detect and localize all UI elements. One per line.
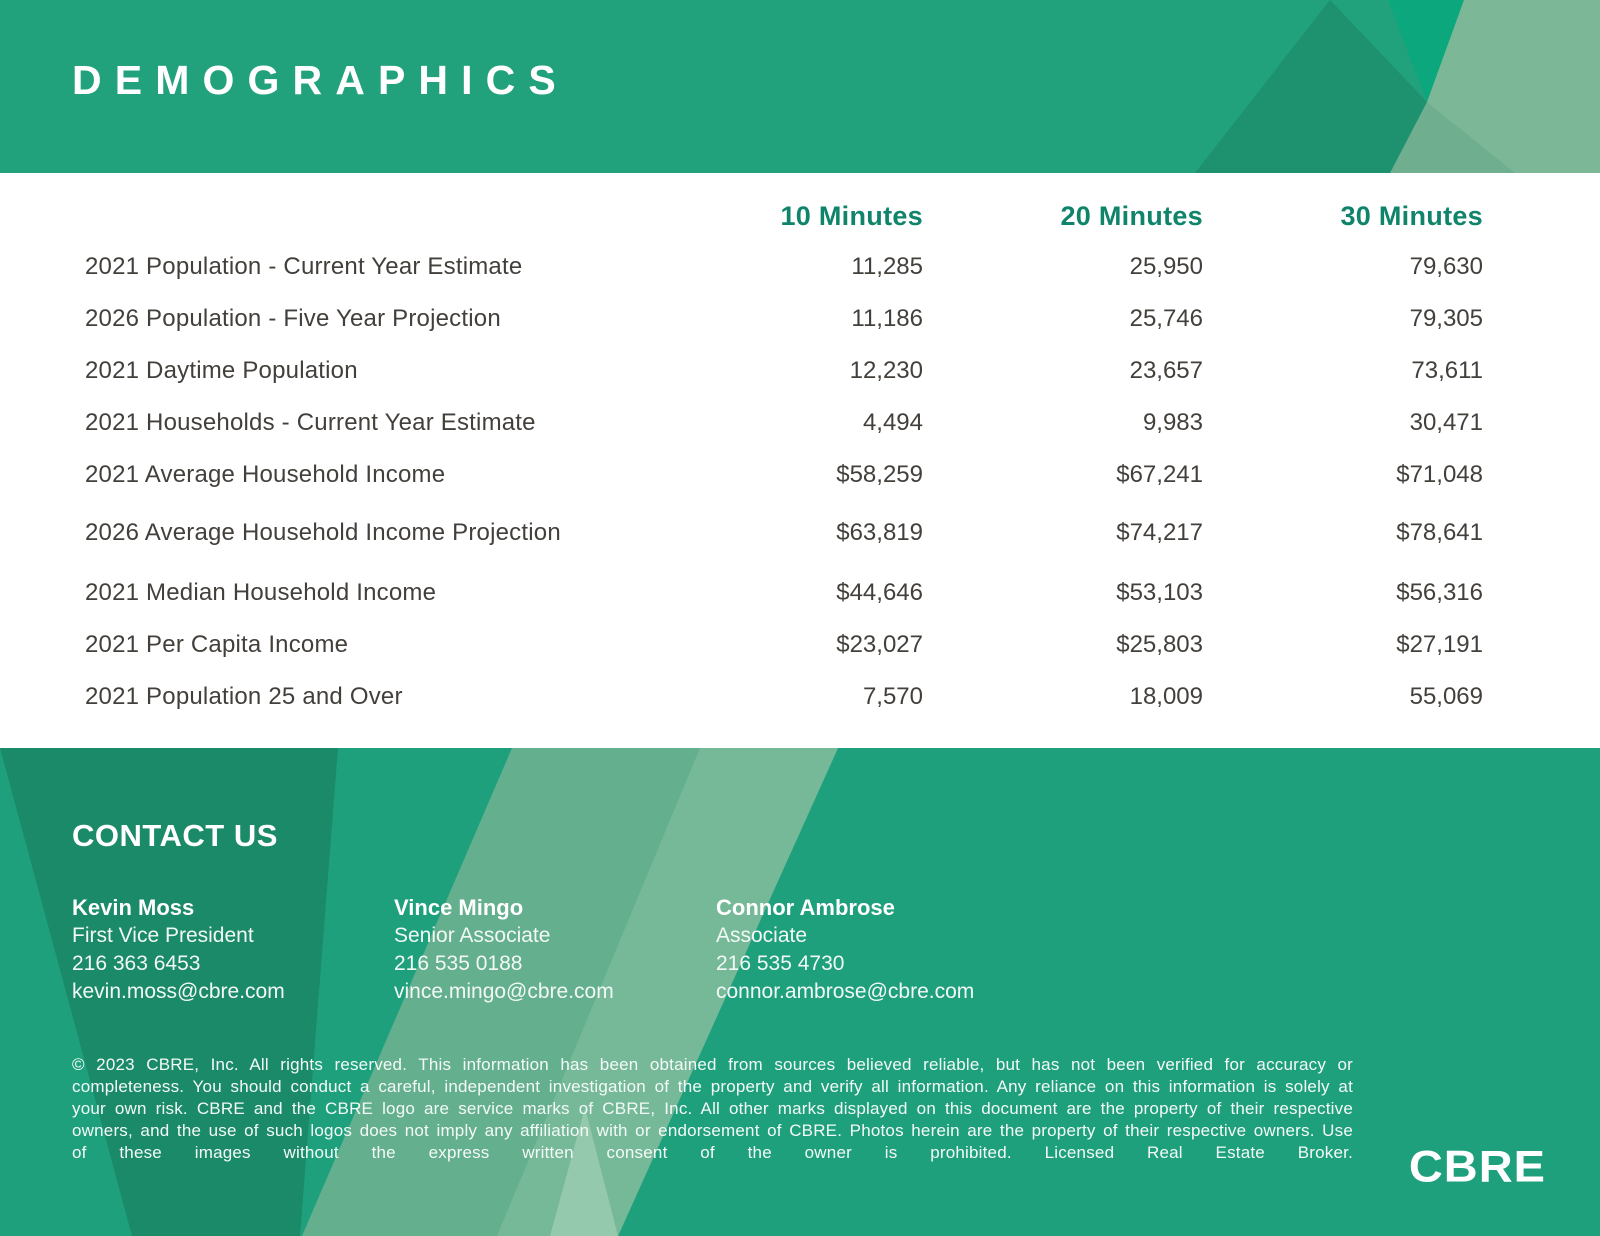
row-value: 25,950 [1129, 253, 1203, 280]
contact-name: Kevin Moss [72, 895, 195, 920]
contact-title: Associate [716, 924, 808, 947]
row-value: $53,103 [1116, 579, 1203, 606]
table-row [85, 241, 1483, 293]
contact-name: Connor Ambrose [716, 895, 895, 920]
contact-us-heading: CONTACT US [72, 818, 278, 853]
row-value: $71,048 [1396, 461, 1483, 488]
row-value: 23,657 [1129, 357, 1203, 384]
contact-email[interactable]: kevin.moss@cbre.com [72, 980, 285, 1003]
row-value: $56,316 [1396, 579, 1483, 606]
row-label: 2026 Average Household Income Projection [85, 519, 561, 546]
row-label: 2021 Median Household Income [85, 579, 437, 606]
row-value: $67,241 [1116, 461, 1203, 488]
row-value: 55,069 [1409, 683, 1483, 710]
row-value: 11,285 [851, 253, 923, 280]
row-value: $23,027 [836, 631, 923, 658]
row-value: 11,186 [851, 305, 923, 332]
contact-title: Senior Associate [394, 924, 551, 947]
legal-disclaimer: © 2023 CBRE, Inc. All rights reserved. This information has been obtained from sources believed reliable, but has not been verified for accuracy or completeness. You should conduct a careful, independent investigation of the property and verify all information. Any reliance on this information is solely at your own risk. CBRE and the CBRE logo are service marks of CBRE, Inc. All other marks displayed on this document are the property of their respective owners, and the use of such logos does not imply any affiliation with or endorsement of CBRE. Photos herein are the property of their respective owners. Use of these images without the express written consent of the owner is prohibited. Licensed Real Estate Broker. [72, 1055, 1353, 1162]
table-row [85, 449, 1483, 501]
contact-name: Vince Mingo [394, 895, 524, 920]
page-title: DEMOGRAPHICS [72, 57, 569, 103]
contact-phone: 216 535 4730 [716, 952, 845, 975]
row-value: 30,471 [1409, 409, 1483, 436]
row-label: 2021 Households - Current Year Estimate [85, 409, 536, 436]
row-value: 25,746 [1129, 305, 1203, 332]
row-label: 2021 Population - Current Year Estimate [85, 253, 523, 280]
row-value: $27,191 [1396, 631, 1483, 658]
row-value: $58,259 [836, 461, 923, 488]
row-value: 9,983 [1142, 409, 1203, 436]
contact-title: First Vice President [72, 924, 254, 947]
table-row [85, 619, 1483, 671]
row-value: 79,630 [1409, 253, 1483, 280]
contact-phone: 216 363 6453 [72, 952, 201, 975]
contact-email[interactable]: vince.mingo@cbre.com [394, 980, 614, 1003]
row-value: $74,217 [1116, 519, 1203, 546]
table-row [85, 293, 1483, 345]
table-row [85, 345, 1483, 397]
row-label: 2026 Population - Five Year Projection [85, 305, 501, 332]
row-label: 2021 Daytime Population [85, 357, 358, 384]
column-header-30-minutes: 30 Minutes [1340, 200, 1483, 231]
contact-phone: 216 535 0188 [394, 952, 523, 975]
contact-email[interactable]: connor.ambrose@cbre.com [716, 980, 975, 1003]
row-value: 73,611 [1411, 357, 1483, 384]
row-label: 2021 Population 25 and Over [85, 683, 403, 710]
row-value: $78,641 [1396, 519, 1483, 546]
row-label: 2021 Per Capita Income [85, 631, 349, 658]
row-value: $63,819 [836, 519, 923, 546]
row-label: 2021 Average Household Income [85, 461, 446, 488]
column-header-10-minutes: 10 Minutes [780, 200, 923, 231]
cbre-logo: CBRE [1408, 1140, 1546, 1192]
row-value: 18,009 [1129, 683, 1203, 710]
contact-card [716, 894, 1038, 1006]
contact-card [394, 894, 716, 1006]
row-value: $44,646 [836, 579, 923, 606]
table-row [85, 671, 1483, 723]
row-value: 79,305 [1409, 305, 1483, 332]
row-value: 4,494 [862, 409, 923, 436]
column-header-20-minutes: 20 Minutes [1060, 200, 1203, 231]
contact-card [72, 894, 394, 1006]
row-value: $25,803 [1116, 631, 1203, 658]
row-value: 7,570 [862, 683, 923, 710]
demographics-table [0, 173, 1600, 748]
footer-banner [0, 748, 1600, 1236]
table-header-row [85, 201, 1483, 231]
top-banner [0, 0, 1600, 173]
row-value: 12,230 [849, 357, 923, 384]
table-row [85, 567, 1483, 619]
contact-cards [72, 894, 1038, 1006]
table-row [85, 397, 1483, 449]
table-row [85, 507, 1483, 559]
